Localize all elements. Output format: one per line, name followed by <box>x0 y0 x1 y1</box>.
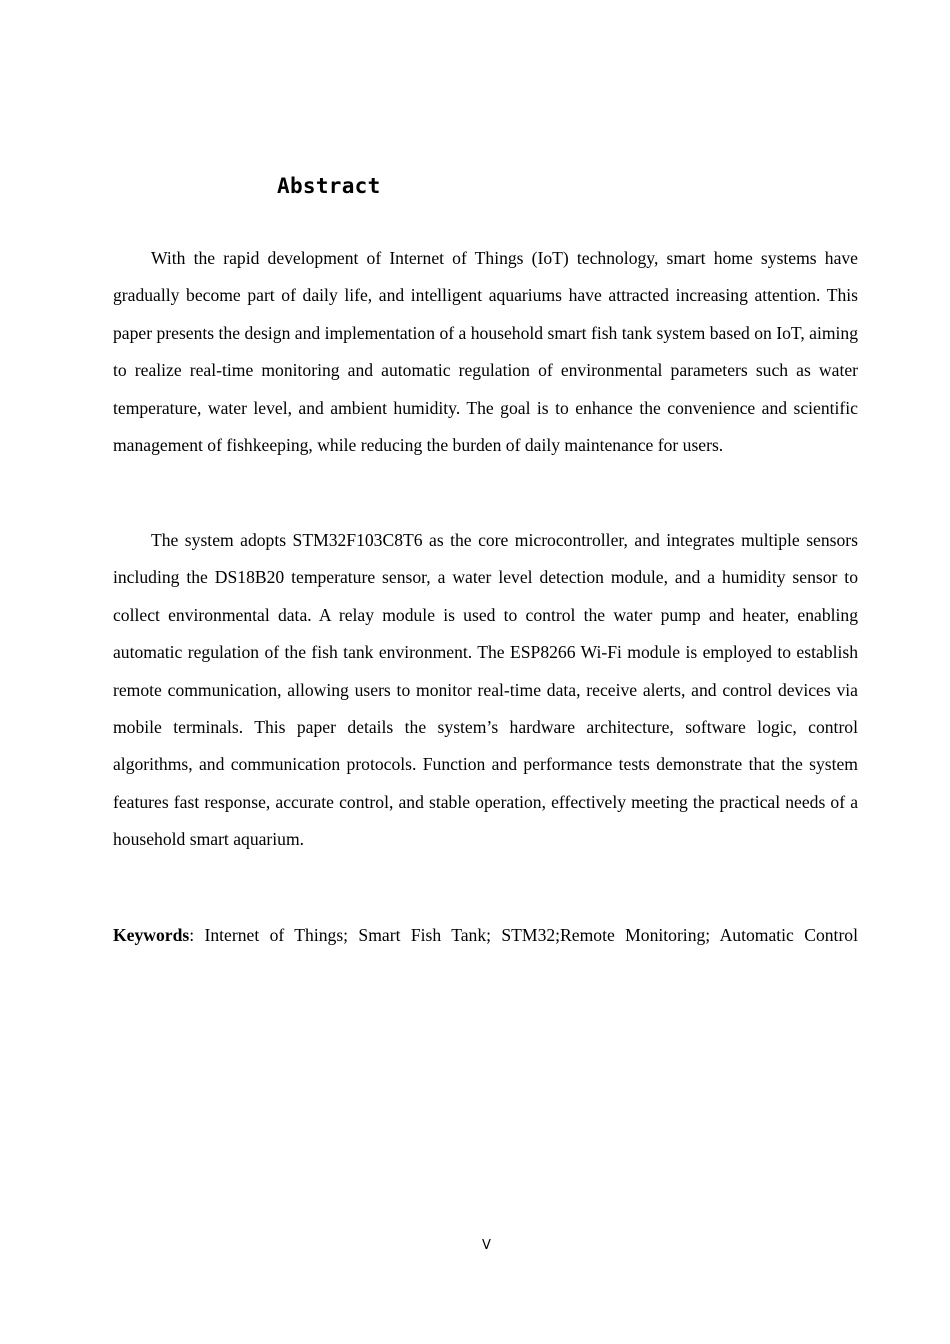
abstract-paragraph-1: With the rapid development of Internet of Things (IoT) technology, smart home systems have gradually become part of daily life, and intelligent aquariums have attracted increasing attention. This paper presents the design and implementation of a household smart fish tank system based on IoT, aiming to realize real-time monitoring and automatic regulation of environmental parameters such as water temperature, water level, and ambient humidity. The goal is to enhance the convenience and scientific management of fishkeeping, while reducing the burden of daily maintenance for users. <box>113 248 858 456</box>
page-number: V <box>482 1238 491 1253</box>
keywords-text: Internet of Things; Smart Fish Tank; STM32;Remote Monitoring; Automatic Control <box>204 925 858 945</box>
abstract-paragraph-2: The system adopts STM32F103C8T6 as the core microcontroller, and integrates multiple sensors including the DS18B20 temperature sensor, a water level detection module, and a humidity sensor to collect environmental data. A relay module is used to control the water pump and heater, enabling automatic regulation of the fish tank environment. The ESP8266 Wi-Fi module is employed to establish remote communication, allowing users to monitor real-time data, receive alerts, and control devices via mobile terminals. This paper details the system’s hardware architecture, software logic, control algorithms, and communication protocols. Function and performance tests demonstrate that the system features fast response, accurate control, and stable operation, effectively meeting the practical needs of a household smart aquarium. <box>113 530 858 850</box>
keywords-label: Keywords <box>113 925 190 945</box>
keywords-separator: : <box>189 925 205 945</box>
keywords-line <box>113 917 858 954</box>
abstract-title: Abstract <box>277 174 381 198</box>
